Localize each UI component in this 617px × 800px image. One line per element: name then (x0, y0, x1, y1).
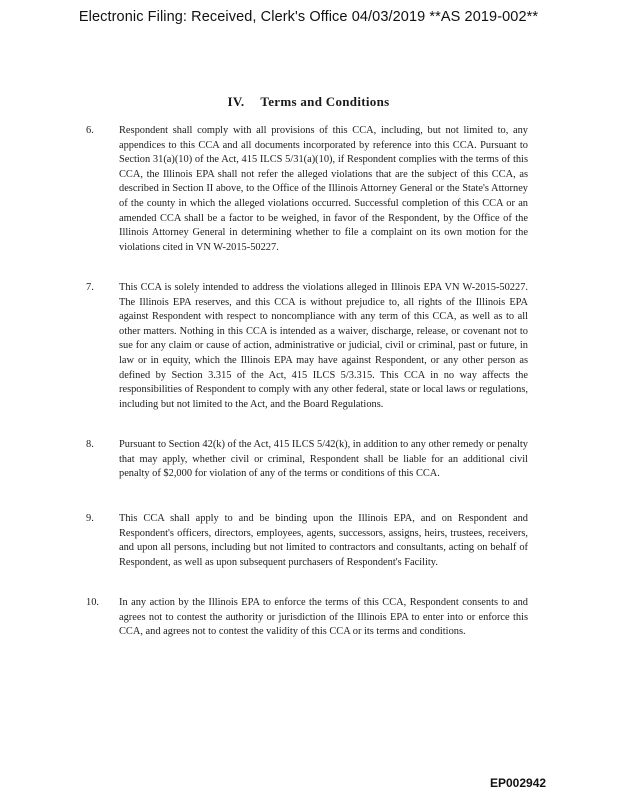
section-number: IV. (227, 94, 245, 109)
paragraph-text: This CCA is solely intended to address the violations alleged in Illinois EPA VN W-2015-50227. The Illinois EPA reserves, and this CCA is without prejudice to, all rights of the Illinois EPA against Respondent with respect to noncompliance with any term of this CCA, as well as to all other matters. Nothing in this CCA is intended as a waiver, discharge, release, or covenant not to sue for any claim or cause of action, administrative or judicial, civil or criminal, past or future, in law or in equity, which the Illinois EPA may have against Respondent, or any other person as defined by Section 3.315 of the Act, 415 ILCS 5/3.315. This CCA in no way affects the responsibilities of Respondent to comply with any other federal, state or local laws or regulations, including but not limited to the Act, and the Board Regulations. (119, 282, 528, 410)
paragraph-text: This CCA shall apply to and be binding upon the Illinois EPA, and on Respondent and Respondent's officers, directors, employees, agents, successors, assigns, heirs, trustees, receivers, and upon all persons, including but not limited to contractors and consultants, acting on behalf of Respondent, as well as upon subsequent purchasers of Respondent's Facility. (119, 513, 528, 568)
paragraph-6 (86, 124, 528, 255)
paragraph-number: 9. (86, 513, 94, 524)
paragraph-text: Respondent shall comply with all provisions of this CCA, including, but not limited to, any appendices to this CCA and all documents incorporated by reference into this CCA. Pursuant to Section 31(a)(10) of the Act, 415 ILCS 5/31(a)(10), if Respondent complies with the terms of this CCA, the Illinois EPA shall not refer the alleged violations that are the subject of this CCA, as described in Section II above, to the Office of the Illinois Attorney General or the State's Attorney of the county in which the alleged violations occurred. Successful completion of this CCA or an amended CCA shall be a factor to be weighed, in favor of the Respondent, by the Office of the Illinois Attorney General in determining whether to file a complaint on its own motion for the violations cited in VN W-2015-50227. (119, 125, 528, 253)
paragraph-8 (86, 438, 528, 482)
section-title: Terms and Conditions (260, 94, 390, 109)
section-heading (0, 94, 617, 110)
filing-header: Electronic Filing: Received, Clerk's Office 04/03/2019 **AS 2019-002** (78, 9, 539, 25)
paragraph-number: 7. (86, 282, 94, 293)
paragraph-number: 10. (86, 597, 99, 608)
paragraph-7 (86, 281, 528, 412)
paragraph-text: Pursuant to Section 42(k) of the Act, 415 ILCS 5/42(k), in addition to any other remedy or penalty that may apply, whether civil or criminal, Respondent shall be liable for an additional civil penalty of $2,000 for violation of any of the terms or conditions of this CCA. (119, 439, 528, 480)
bates-number: EP002942 (490, 776, 547, 790)
paragraph-number: 8. (86, 439, 94, 450)
paragraph-9 (86, 512, 528, 570)
paragraph-number: 6. (86, 125, 94, 136)
paragraph-10 (86, 596, 528, 640)
paragraph-text: In any action by the Illinois EPA to enforce the terms of this CCA, Respondent consents to and agrees not to contest the authority or jurisdiction of the Illinois EPA to enter into or enforce this CCA, and agrees not to contest the validity of this CCA or its terms and conditions. (119, 597, 528, 638)
